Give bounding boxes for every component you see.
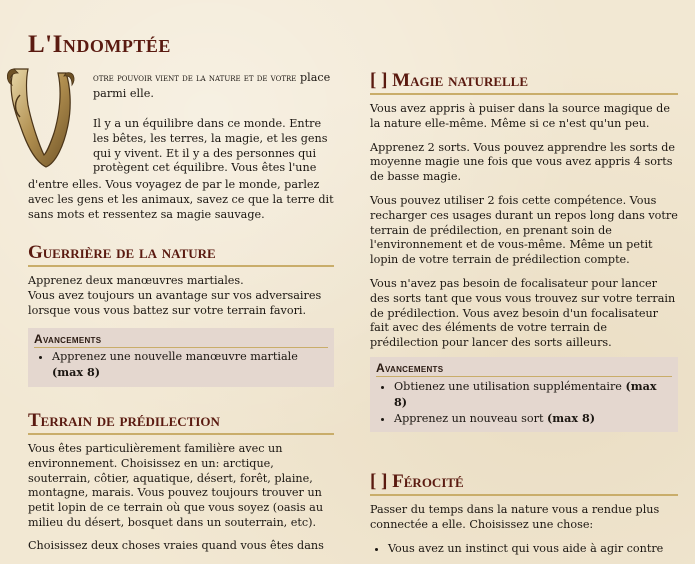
item-max: (max 8)	[547, 410, 596, 425]
magie-paragraph-4: Vous n'avez pas besoin de focalisateur pour lancer des sorts tant que vous vous trouvez sur votre terrain de prédilection. Vous avez besoin d'un focalisateur fait avec des éléments de votre terrain de prédilection pour lancer des sorts ailleurs.	[370, 276, 676, 350]
intro-first-line	[93, 71, 336, 102]
advancements-box	[370, 357, 678, 432]
item-text: Obtienez une utilisation supplémentaire	[394, 379, 626, 393]
ferocite-list	[370, 542, 678, 557]
magie-paragraph-2: Apprenez 2 sorts. Vous pouvez apprendre les sorts de moyenne magie une fois que vous avez appris 4 sorts de basse magie.	[370, 140, 676, 184]
item-max: (max 8)	[394, 378, 657, 409]
list-item	[394, 411, 672, 427]
advancements-list	[34, 350, 328, 381]
advancements-heading: Avancements	[34, 332, 328, 348]
list-item	[394, 379, 672, 411]
section-heading: [ ] Férocité	[370, 471, 678, 496]
guerriere-line-1: Apprenez deux manœuvres martiales.	[28, 274, 244, 287]
section-magie	[370, 70, 678, 432]
advancements-list	[376, 379, 672, 426]
section-terrain	[28, 410, 334, 554]
intro-rest-text: place parmi elle.	[93, 71, 331, 100]
magie-paragraph-1: Vous avez appris à puiser dans la source magique de la nature elle-même. Même si ce n'est qu'un peu.	[370, 102, 670, 130]
page-title: L'Indomptée	[28, 31, 171, 58]
section-ferocite	[370, 471, 678, 556]
item-text: Apprenez une nouvelle manœuvre martiale	[52, 350, 298, 364]
item-text: Apprenez un nouveau sort	[394, 411, 548, 425]
section-heading: Terrain de prédilection	[28, 410, 334, 435]
item-max: (max 8)	[52, 365, 101, 380]
section-heading: Guerrière de la nature	[28, 242, 334, 267]
ferocite-paragraph-1: Passer du temps dans la nature vous a rendue plus connectée a elle. Choisissez une chose:	[370, 503, 660, 531]
advancements-heading: Avancements	[376, 361, 672, 377]
section-guerriere	[28, 242, 334, 387]
advancements-box	[28, 328, 334, 387]
list-item: • Vous avez un instinct qui vous aide à agir contre	[388, 542, 678, 557]
dropcap-v-ornament	[6, 65, 76, 170]
section-heading: [ ] Magie naturelle	[370, 70, 678, 95]
terrain-paragraph-2: Choisissez deux choses vraies quand vous êtes dans	[28, 538, 324, 552]
terrain-paragraph-1: Vous êtes particulièrement familière avec un environnement. Choisissez en un: arctique, souterrain, côtier, aquatique, désert, forêt, plaine, montagne, marais. Vous pouvez toujours trouver un petit lopin de ce terrain où que vous soyez (oasis au milieu du désert, bosquet dans un souterrain, etc).	[28, 442, 324, 529]
intro-paragraph-a: Il y a un équilibre dans ce monde. Entre les bêtes, les terres, la magie, et les gens qui y vivent. Et il y a des personnes qui protègent cet équilibre. Vous êtes l'une	[93, 117, 328, 175]
intro-caps-text: otre pouvoir vient de la nature et de votre	[93, 73, 297, 84]
guerriere-line-2: Vous avez toujours un avantage sur vos adversaires lorsque vous vous battez sur votre terrain favori.	[28, 288, 322, 317]
magie-paragraph-3: Vous pouvez utiliser 2 fois cette compétence. Vous recharger ces usages durant un repos long dans votre terrain de prédilection, en prenant soin de l'environnement et de vous-même. Même un petit lopin de votre terrain de prédilection compte.	[370, 193, 678, 267]
intro-paragraph-b: d'entre elles. Vous voyagez de par le monde, parlez avec les gens et les animaux, savez ce que la terre dit sans mots et ressentez sa magie sauvage.	[28, 178, 334, 221]
list-item	[52, 350, 328, 381]
